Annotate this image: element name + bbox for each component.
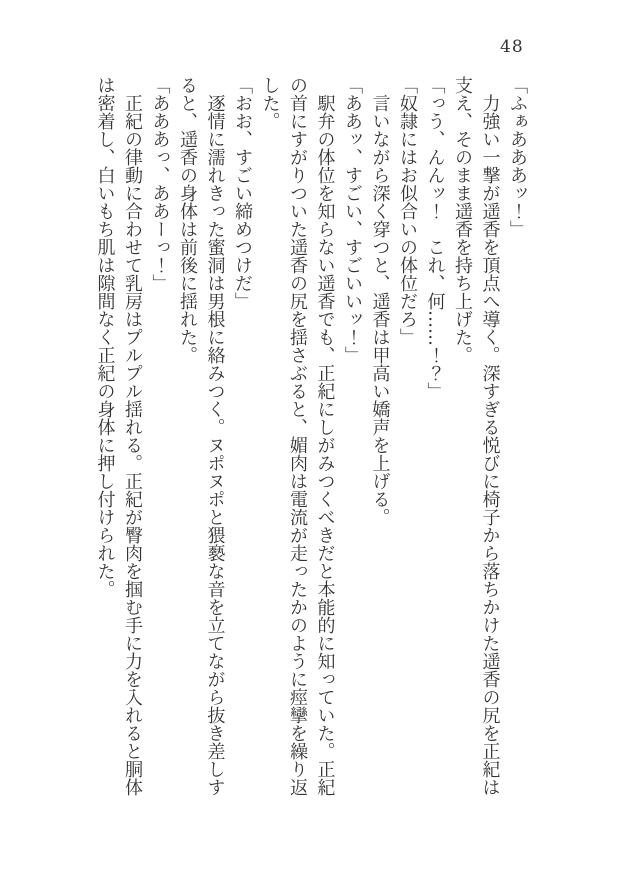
- narrative-paragraph: 駅弁の体位を知らない遥香でも、正紀にしがみつくべきだと本能的に知っていた。正紀の首にすがりついた遥香の尻を揺さぶると、媚肉は電流が走ったかのように痙攣を繰り返した。: [259, 76, 336, 796]
- dialogue-line: 「ああッ、すごい、すごいいッ！」: [342, 76, 363, 364]
- page-number: 48: [500, 37, 524, 57]
- narrative-paragraph: 言いながら深く穿つと、遥香は甲高い嬌声を上げる。: [369, 94, 391, 526]
- dialogue-line: 「ふぁあああッ！」: [507, 76, 528, 238]
- narrative-paragraph: 逐情に濡れきった蜜洞は男根に絡みつく。ヌポヌポと猥褻な音を立てながら抜き差しすると、遥香の身体は前後に揺れた。: [177, 76, 226, 796]
- page-text-block: [89, 76, 531, 800]
- narrative-paragraph: 力強い一撃が遥香を頂点へ導く。深すぎる悦びに椅子から落ちかけた遥香の尻を正紀は支え、そのまま遥香を持ち上げた。: [452, 76, 501, 796]
- dialogue-line: 「っう、んんッ！ これ、何……！？」: [424, 76, 446, 400]
- dialogue-line: 「あああっ、ああーっ！」: [149, 76, 171, 292]
- dialogue-line: 「おお、すごい締めつけだ」: [232, 76, 253, 310]
- dialogue-line: 「奴隷にはお似合いの体位だろ」: [397, 76, 418, 346]
- narrative-paragraph: 正紀の律動に合わせて乳房はプルプル揺れる。正紀が臀肉を掴む手に力を入れると胴体は密着し、白いもち肌は隙間なく正紀の身体に押し付けられた。: [94, 76, 143, 796]
